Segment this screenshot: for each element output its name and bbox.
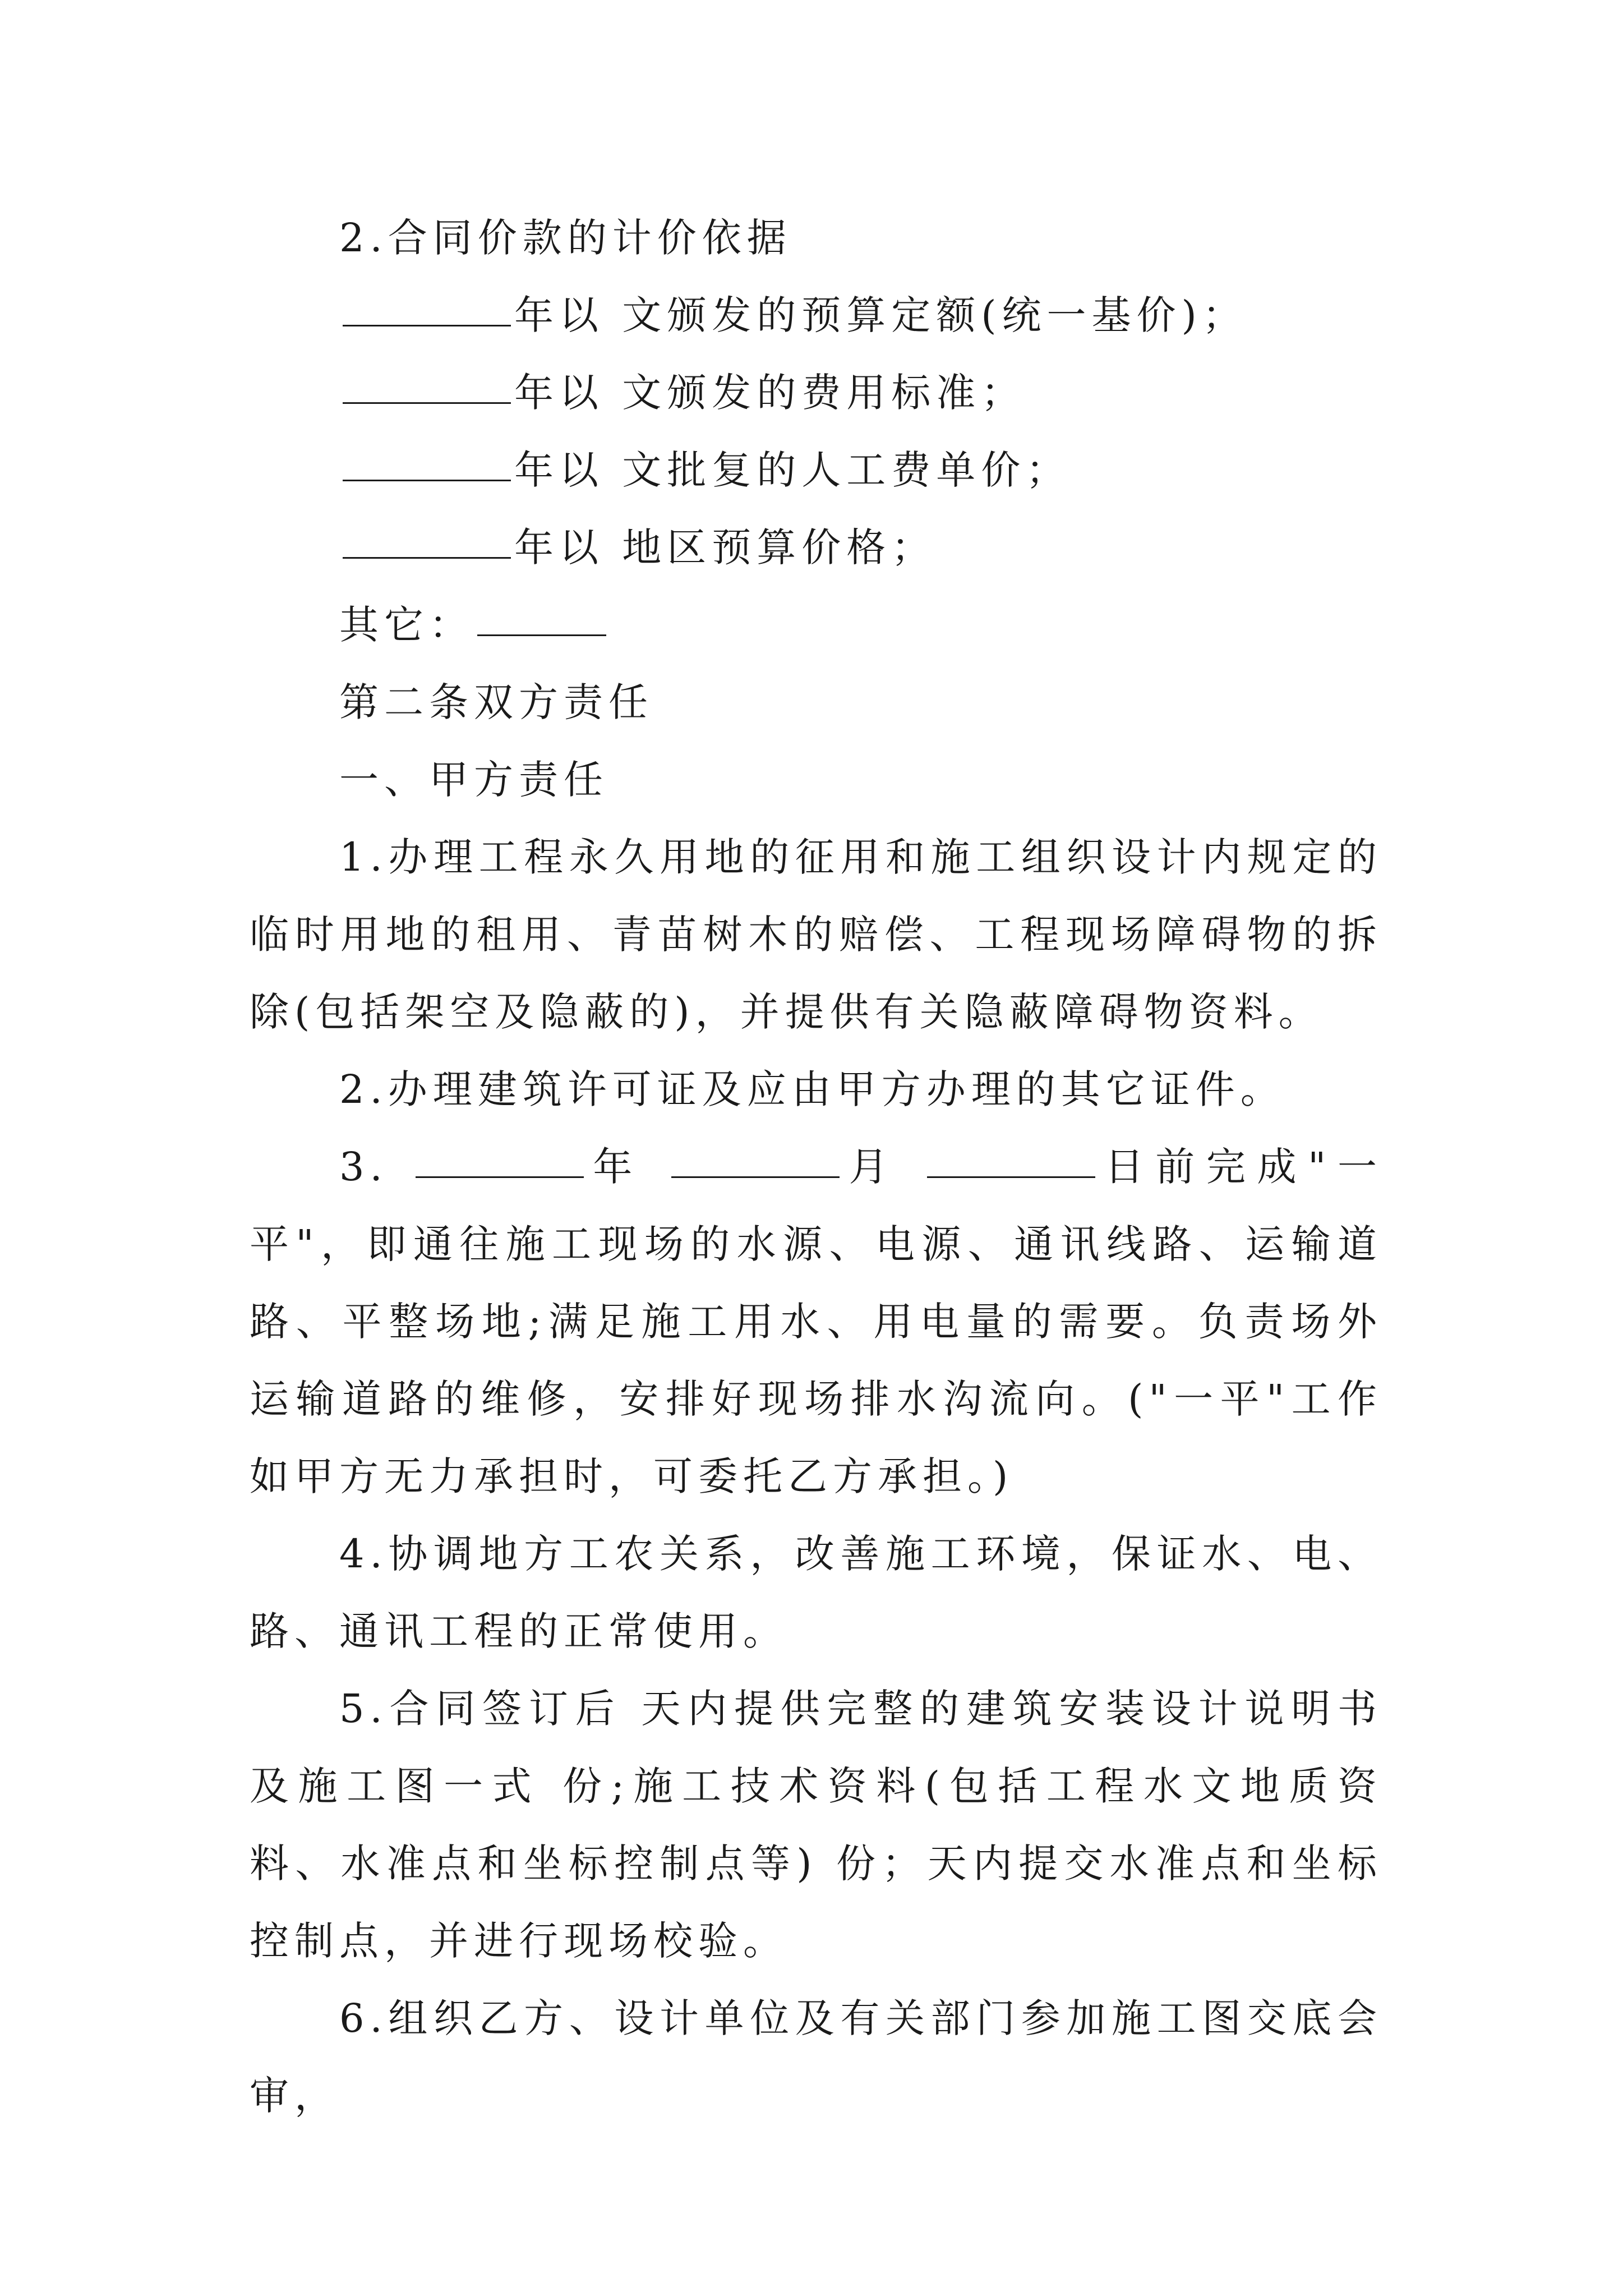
- pricing-other: [250, 586, 1382, 664]
- fill-blank-month: [671, 1176, 840, 1178]
- pricing-item-1: [250, 277, 1382, 354]
- fill-blank: [343, 479, 511, 481]
- pricing-item-text: 年以 文批复的人工费单价；: [514, 447, 1071, 493]
- pricing-item-4: [250, 509, 1382, 586]
- pricing-item-text: 年以 地区预算价格；: [514, 524, 937, 570]
- clause-3-month: 月: [842, 1144, 900, 1190]
- party-a-title: 一、甲方责任: [339, 757, 608, 803]
- fill-blank: [343, 556, 511, 559]
- pricing-item-text: 年以 文颁发的预算定额(统一基价)；: [514, 292, 1247, 338]
- pricing-item-3: [250, 431, 1382, 509]
- clause-1: 1.办理工程永久用地的征用和施工组织设计内规定的临时用地的租用、青苗树木的赔偿、工程现场障碍物的拆除(包括架空及隐蔽的)，并提供有关隐蔽障碍物资料。: [250, 834, 1382, 1035]
- pricing-item-text: 年以 文颁发的费用标准；: [514, 370, 1026, 416]
- article-two-title: 第二条双方责任: [339, 679, 653, 725]
- fill-blank-day: [927, 1176, 1095, 1178]
- clause-3-number: 3.: [339, 1144, 388, 1190]
- clause-6: 6.组织乙方、设计单位及有关部门参加施工图交底会审，: [250, 1995, 1382, 2119]
- pricing-heading: 2.合同价款的计价依据: [339, 215, 792, 261]
- clause-5: 5.合同签订后 天内提供完整的建筑安装设计说明书及施工图一式 份;施工技术资料(包括工程水文地质资料、水准点和坐标控制点等) 份；天内提交水准点和坐标控制点，并进行现场校验。: [250, 1686, 1382, 1964]
- clause-4: 4.协调地方工农关系，改善施工环境，保证水、电、路、通讯工程的正常使用。: [250, 1531, 1382, 1654]
- fill-blank: [343, 324, 511, 326]
- clause-2: 2.办理建筑许可证及应由甲方办理的其它证件。: [339, 1066, 1285, 1112]
- fill-blank: [343, 402, 511, 404]
- clause-3-text: 日前完成"一平"，即通往施工现场的水源、电源、通讯线路、运输道路、平整场地;满足施工用水、用电量的需要。负责场外运输道路的维修，安排好现场排水沟流向。("一平"工作如甲方无力承担时，可委托乙方承担。): [250, 1144, 1382, 1499]
- fill-blank: [477, 634, 606, 636]
- clause-3: [250, 1128, 1382, 1515]
- pricing-item-2: [250, 354, 1382, 431]
- fill-blank-year: [416, 1176, 584, 1178]
- document-body: [250, 199, 1382, 2134]
- clause-3-year: 年: [587, 1144, 644, 1190]
- other-label: 其它：: [339, 602, 474, 648]
